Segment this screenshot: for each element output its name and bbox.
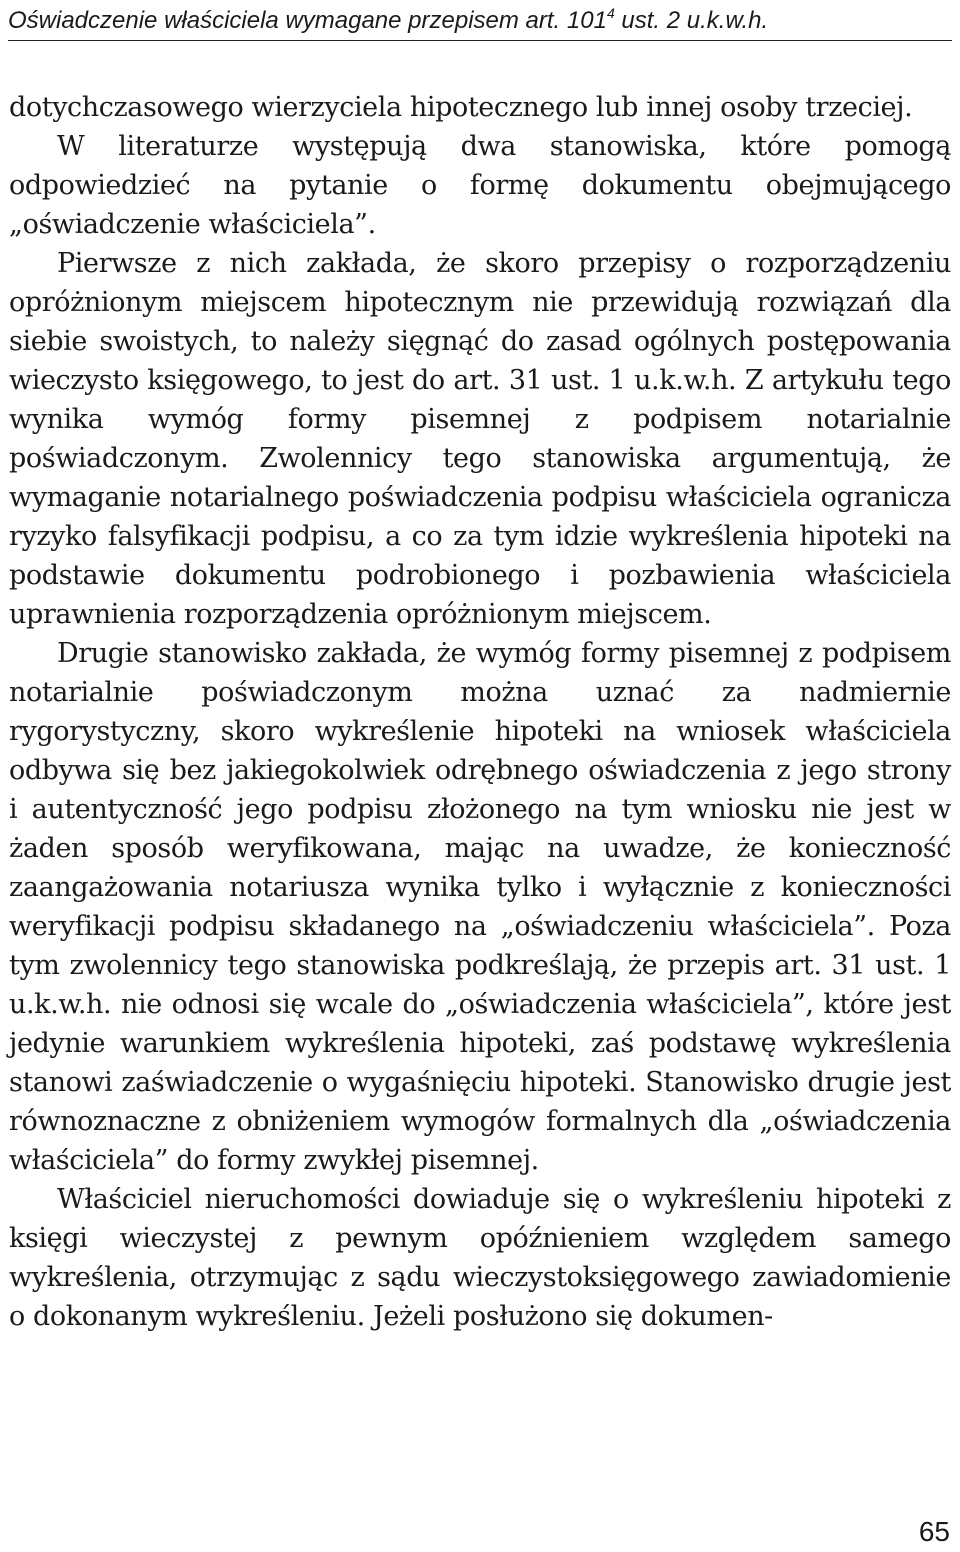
header-title-end: ust. 2 u.k.w.h. bbox=[614, 7, 769, 34]
page-number: 65 bbox=[918, 1516, 950, 1547]
header-title-superscript: 4 bbox=[606, 5, 615, 21]
header-title: Oświadczenie właściciela wymagane przepisem art. 101 bbox=[8, 7, 607, 34]
paragraph: Drugie stanowisko zakłada, że wymóg formy pisemnej z podpisem notarialnie poświadczonym można uznać za nadmiernie rygorystyczny, skoro wykreślenie hipoteki na wniosek właściciela odbywa się bez jakiegokolwiek odrębnego oświadczenia z jego strony i autentyczność jego podpisu złożonego na tym wniosku nie jest w żaden sposób weryfikowana, mając na uwadze, że konieczność zaangażowania notariusza wynika tylko i wyłącznie z konieczności weryfikacji podpisu składanego na „oświadczeniu właściciela”. Poza tym zwolennicy tego stanowiska podkreślają, że przepis art. 31 ust. 1 u.k.w.h. nie odnosi się wcale do „oświadczenia właściciela”, które jest jedynie warunkiem wykreślenia hipoteki, zaś podstawę wykreślenia stanowi zaświadczenie o wygaśnięciu hipoteki. Stanowisko drugie jest równoznaczne z obniżeniem wymogów formalnych dla „oświadczenia właściciela” do formy zwykłej pisemnej. bbox=[9, 638, 951, 1176]
paragraph: W literaturze występują dwa stanowiska, które pomogą odpowiedzieć na pytanie o formę dokumentu obejmującego „oświadczenie właściciela”. bbox=[9, 131, 951, 240]
paragraph-continuation: dotychczasowego wierzyciela hipotecznego lub innej osoby trzeciej. bbox=[9, 92, 913, 123]
paragraph: Właściciel nieruchomości dowiaduje się o wykreśleniu hipoteki z księgi wieczystej z pewnym opóźnieniem względem samego wykreślenia, otrzymując z sądu wieczystoksięgowego zawiadomienie o dokonanym wykreśleniu. Jeżeli posłużono się dokumen- bbox=[9, 1184, 951, 1332]
running-header bbox=[8, 4, 952, 41]
paragraph: Pierwsze z nich zakłada, że skoro przepisy o rozporządzeniu opróżnionym miejscem hipotecznym nie przewidują rozwiązań dla siebie swoistych, to należy sięgnąć do zasad ogólnych postępowania wieczysto księgowego, to jest do art. 31 ust. 1 u.k.w.h. Z artykułu tego wynika wymóg formy pisemnej z podpisem notarialnie poświadczonym. Zwolennicy tego stanowiska argumentują, że wymaganie notarialnego poświadczenia podpisu właściciela ogranicza ryzyko falsyfikacji podpisu, a co za tym idzie wykreślenia hipoteki na podstawie dokumentu podrobionego i pozbawienia właściciela uprawnienia rozporządzenia opróżnionym miejscem. bbox=[9, 248, 951, 630]
page-body bbox=[9, 88, 951, 1336]
